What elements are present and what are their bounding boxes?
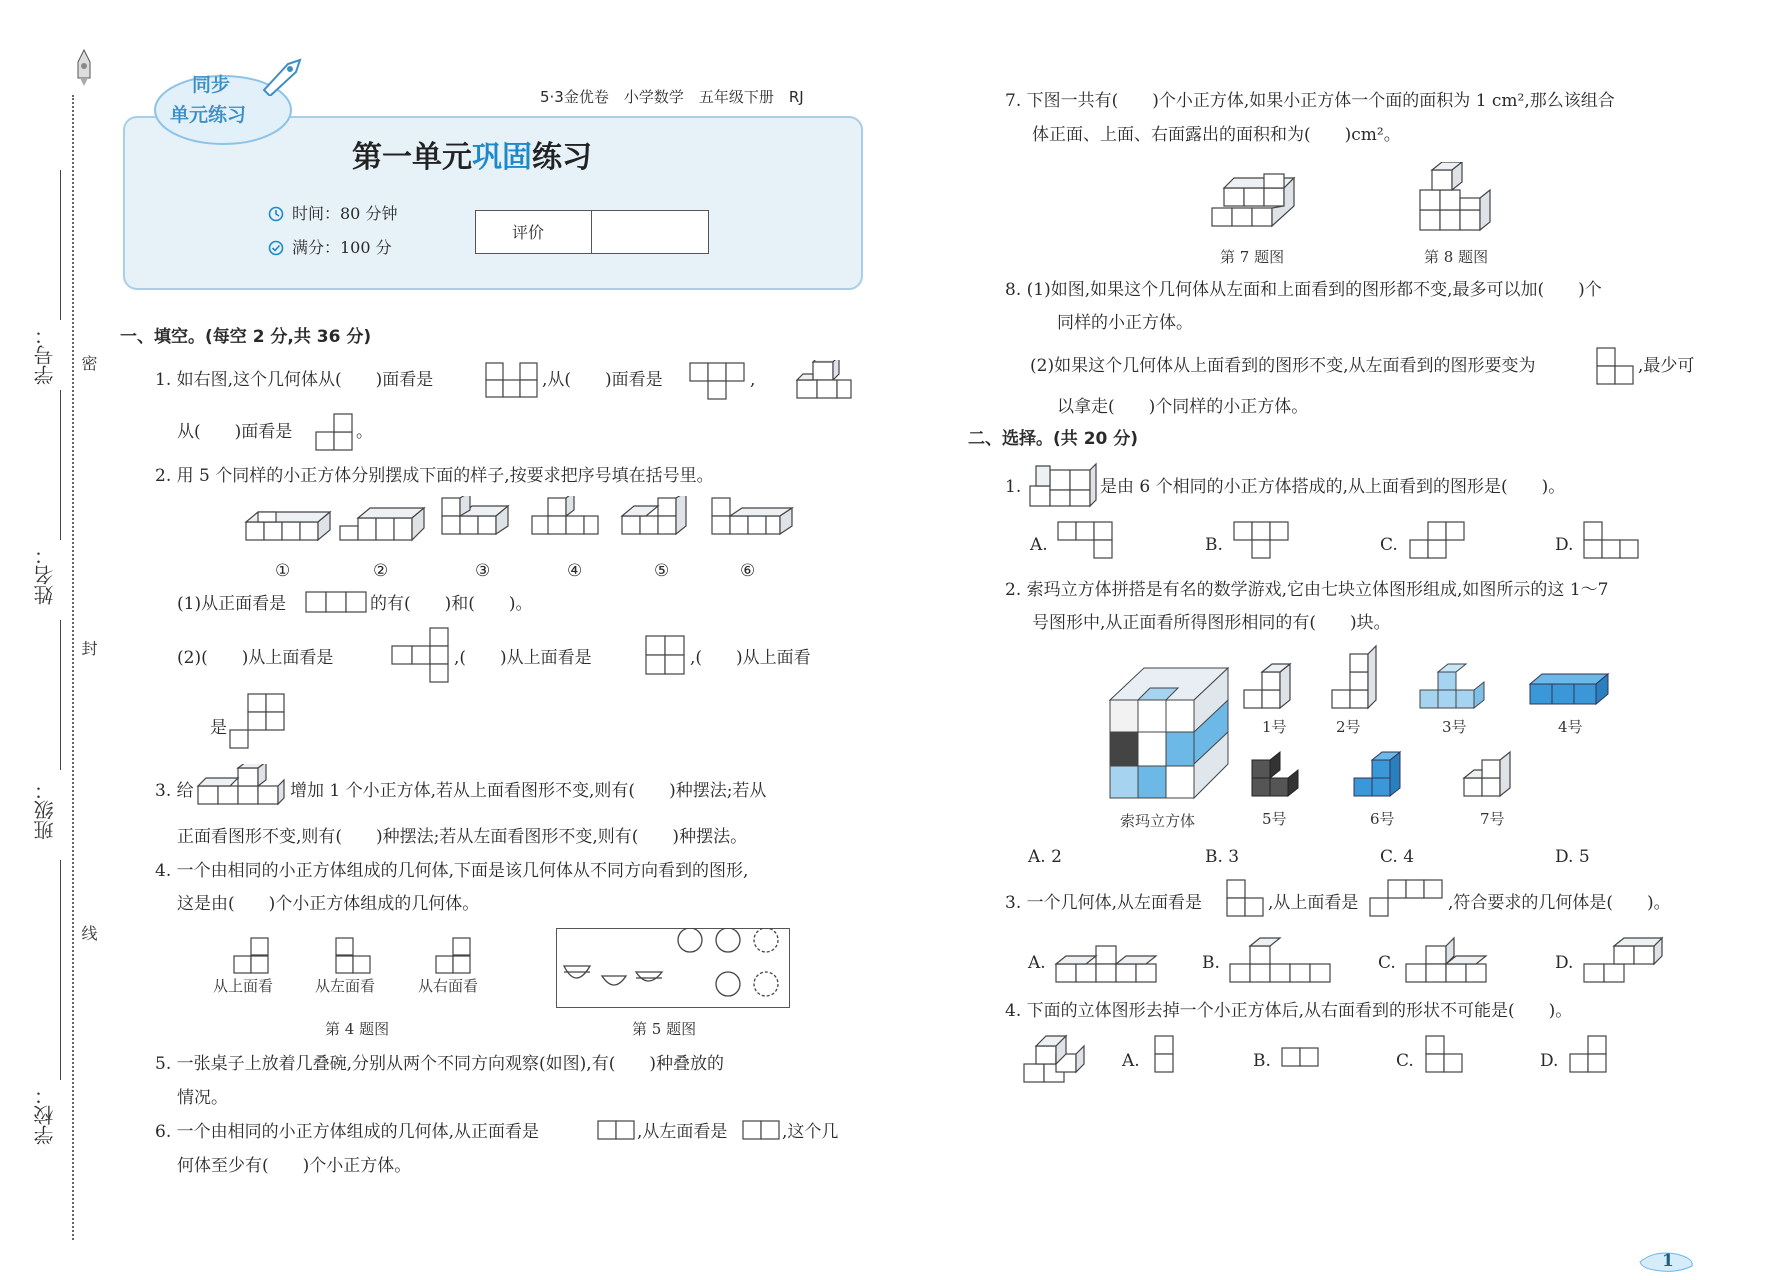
q1-text-a: 1. 如右图,这个几何体从( )面看是	[155, 370, 434, 390]
q1-period: 。	[356, 422, 373, 442]
q4-view-left	[334, 936, 374, 976]
piece-1-label: 1号	[1262, 718, 1287, 736]
c1-option-b-label: B.	[1205, 535, 1223, 555]
q2-1-text-b: 的有( )和( )。	[370, 594, 533, 614]
time-text: 时间：80 分钟	[292, 204, 398, 223]
title-part-a: 第一单元	[352, 140, 472, 175]
q8-text-d: ,最少可	[1638, 356, 1695, 376]
c1-option-d-figure[interactable]	[1582, 520, 1644, 564]
q3-text-b: 增加 1 个小正方体,若从上面看图形不变,则有( )种摆法;若从	[290, 781, 767, 801]
q4-text-b: 这是由( )个小正方体组成的几何体。	[177, 894, 480, 914]
q8-solid-figure	[1418, 162, 1504, 238]
c3-option-d-figure[interactable]	[1580, 932, 1670, 988]
student-no-label: 学号：	[33, 325, 57, 385]
class-line	[60, 620, 61, 770]
soma-cube-caption: 索玛立方体	[1120, 812, 1196, 830]
piece-3	[1418, 662, 1490, 714]
c2-option-c[interactable]: C. 4	[1380, 847, 1415, 867]
q1-view-figure-1	[484, 361, 540, 401]
rocket-badge-icon	[258, 56, 304, 96]
q3-solid-figure	[196, 764, 288, 812]
c3-option-c-figure[interactable]	[1402, 932, 1512, 988]
c3-view-left	[1225, 878, 1267, 920]
q5-bowls	[556, 928, 788, 1006]
fig7-caption: 第 7 题图	[1220, 248, 1285, 266]
school-line	[60, 860, 61, 1080]
evaluation-label: 评价	[512, 223, 545, 242]
piece-4-label: 4号	[1558, 718, 1583, 736]
piece-2-label: 2号	[1336, 718, 1361, 736]
q1-view-figure-3	[314, 412, 356, 454]
fig4-caption: 第 4 题图	[325, 1020, 390, 1038]
evaluation-box[interactable]	[475, 210, 709, 254]
q2-label-6: ⑥	[740, 561, 756, 581]
q3-text-a: 3. 给	[155, 781, 194, 801]
q2-2-view-figure-2	[644, 634, 688, 678]
section1-heading: 一、填空。(每空 2 分,共 36 分)	[120, 327, 372, 347]
c2-text-a: 2. 索玛立方体拼搭是有名的数学游戏,它由七块立体图形组成,如图所示的这 1～7	[1005, 580, 1609, 600]
q4-view-right	[434, 936, 474, 976]
piece-5	[1250, 750, 1306, 802]
badge-line1: 同步	[192, 74, 231, 96]
check-icon	[268, 240, 284, 256]
c3-view-top	[1368, 878, 1448, 920]
school-label: 学校：	[33, 1085, 57, 1145]
piece-4	[1528, 670, 1618, 710]
q4-view-top	[232, 936, 272, 976]
piece-3-label: 3号	[1442, 718, 1467, 736]
c4-option-a-figure[interactable]	[1152, 1034, 1178, 1078]
badge-line2: 单元练习	[170, 104, 247, 126]
piece-7-label: 7号	[1480, 810, 1505, 828]
q2-label-1: ①	[275, 561, 291, 581]
soma-cube	[1108, 664, 1232, 802]
piece-7	[1462, 748, 1526, 804]
c3-option-a-figure[interactable]	[1052, 932, 1162, 988]
c2-text-b: 号图形中,从正面看所得图形相同的有( )块。	[1032, 613, 1391, 633]
q2-2-text-d: 是	[210, 718, 227, 738]
rocket-icon	[74, 48, 94, 88]
c1-option-a-figure[interactable]	[1056, 520, 1118, 564]
c3-text-c: ,符合要求的几何体是( )。	[1448, 893, 1671, 913]
q4-caption-right: 从右面看	[418, 977, 479, 995]
q2-2-view-figure-3	[228, 692, 290, 754]
piece-6	[1352, 748, 1416, 804]
name-label: 姓名：	[33, 545, 57, 605]
q1-text-c: 从( )面看是	[177, 422, 293, 442]
c4-option-d-figure[interactable]	[1568, 1034, 1612, 1078]
full-score-text: 满分：100 分	[292, 238, 392, 257]
title-part-c: 练习	[532, 140, 592, 175]
c4-option-a-label: A.	[1122, 1051, 1140, 1071]
c2-option-d[interactable]: D. 5	[1555, 847, 1590, 867]
student-no-line	[60, 170, 61, 320]
c4-option-c-figure[interactable]	[1424, 1034, 1468, 1078]
mi-label: 密	[79, 355, 98, 371]
c3-text-a: 3. 一个几何体,从左面看是	[1005, 893, 1203, 913]
q2-label-5: ⑤	[654, 561, 670, 581]
q6-text-b: ,从左面看是	[637, 1122, 728, 1142]
piece-5-label: 5号	[1262, 810, 1287, 828]
q6-text-a: 6. 一个由相同的小正方体组成的几何体,从正面看是	[155, 1122, 540, 1142]
q8-text-c: (2)如果这个几何体从上面看到的图形不变,从左面看到的图形要变为	[1030, 356, 1536, 376]
c4-solid-figure	[1022, 1030, 1092, 1088]
q6-text-c: ,这个几	[782, 1122, 839, 1142]
c3-option-a-label: A.	[1028, 953, 1046, 973]
piece-6-label: 6号	[1370, 810, 1395, 828]
name-line	[60, 390, 61, 540]
brand-line: 5·3金优卷 小学数学 五年级下册 RJ	[540, 88, 804, 106]
c1-option-b-figure[interactable]	[1232, 520, 1294, 564]
q2-label-2: ②	[373, 561, 389, 581]
q2-2-text-c: ,( )从上面看	[690, 648, 811, 668]
q7-text-b: 体正面、上面、右面露出的面积和为( )cm²。	[1032, 125, 1401, 145]
q4-text-a: 4. 一个由相同的小正方体组成的几何体,下面是该几何体从不同方向看到的图形,	[155, 861, 749, 881]
c4-option-b-figure[interactable]	[1280, 1046, 1324, 1070]
c4-text: 4. 下面的立体图形去掉一个小正方体后,从右面看到的形状不可能是( )。	[1005, 1001, 1573, 1021]
q5-text-a: 5. 一张桌子上放着几叠碗,分别从两个不同方向观察(如图),有( )种叠放的	[155, 1054, 724, 1074]
q2-text: 2. 用 5 个同样的小正方体分别摆成下面的样子,按要求把序号填在括号里。	[155, 466, 714, 486]
q7-solid-figure	[1210, 172, 1306, 236]
binding-dotted-line	[72, 95, 74, 1240]
q1-comma: ,	[750, 370, 756, 390]
c3-text-b: ,从上面看是	[1268, 893, 1359, 913]
q1-view-figure-2	[688, 361, 748, 401]
feng-label: 封	[79, 640, 98, 656]
page-number: 1	[1662, 1251, 1674, 1271]
q2-1-text-a: (1)从正面看是	[177, 594, 287, 614]
q2-label-4: ④	[567, 561, 583, 581]
c2-option-a[interactable]: A. 2	[1028, 847, 1062, 867]
clock-icon	[268, 206, 284, 222]
piece-1	[1242, 662, 1298, 714]
c1-option-d-label: D.	[1555, 535, 1574, 555]
c3-option-b-label: B.	[1202, 953, 1220, 973]
c1-option-a-label: A.	[1030, 535, 1048, 555]
q2-label-3: ③	[475, 561, 491, 581]
c1-text: 是由 6 个相同的小正方体搭成的,从上面看到的图形是( )。	[1100, 477, 1566, 497]
c3-option-d-label: D.	[1555, 953, 1574, 973]
q4-caption-top: 从上面看	[213, 977, 274, 995]
c1-solid-figure	[1028, 462, 1100, 510]
fig8-caption: 第 8 题图	[1424, 248, 1489, 266]
piece-2	[1330, 644, 1386, 714]
c1-option-c-figure[interactable]	[1408, 520, 1470, 564]
q6-view-left	[741, 1119, 781, 1143]
c4-option-b-label: B.	[1253, 1051, 1271, 1071]
q6-view-front	[596, 1119, 636, 1143]
q2-2-text-b: ,( )从上面看是	[454, 648, 592, 668]
q8-text-b: 同样的小正方体。	[1057, 313, 1193, 333]
q2-1-view-figure	[304, 589, 368, 615]
q1-text-b: ,从( )面看是	[542, 370, 663, 390]
q6-text-d: 何体至少有( )个小正方体。	[177, 1156, 412, 1176]
c1-number: 1.	[1005, 477, 1022, 497]
q3-text-c: 正面看图形不变,则有( )种摆法;若从左面看图形不变,则有( )种摆法。	[177, 827, 748, 847]
q2-solid-figures	[240, 496, 800, 558]
fig5-caption: 第 5 题图	[632, 1020, 697, 1038]
class-label: 班级：	[33, 780, 57, 840]
title-part-b: 巩固	[472, 140, 532, 175]
c3-option-c-label: C.	[1378, 953, 1396, 973]
q8-text-a: 8. (1)如图,如果这个几何体从左面和上面看到的图形都不变,最多可以加( )个	[1005, 280, 1602, 300]
c2-option-b[interactable]: B. 3	[1205, 847, 1240, 867]
section2-heading: 二、选择。(共 20 分)	[968, 429, 1139, 449]
c1-option-c-label: C.	[1380, 535, 1398, 555]
q7-text-a: 7. 下图一共有( )个小正方体,如果小正方体一个面的面积为 1 cm²,那么该组合	[1005, 91, 1615, 111]
xian-label: 线	[79, 925, 98, 941]
q2-2-view-figure-1	[390, 624, 452, 686]
c4-option-c-label: C.	[1396, 1051, 1414, 1071]
page-title	[352, 140, 592, 176]
q2-2-text-a: (2)( )从上面看是	[177, 648, 334, 668]
q8-text-e: 以拿走( )个同样的小正方体。	[1057, 397, 1309, 417]
q8-view-figure	[1595, 346, 1637, 388]
c4-option-d-label: D.	[1540, 1051, 1559, 1071]
q1-solid-figure	[795, 360, 857, 408]
q5-text-b: 情况。	[177, 1088, 228, 1108]
c3-option-b-figure[interactable]	[1226, 932, 1336, 988]
q4-caption-left: 从左面看	[315, 977, 376, 995]
